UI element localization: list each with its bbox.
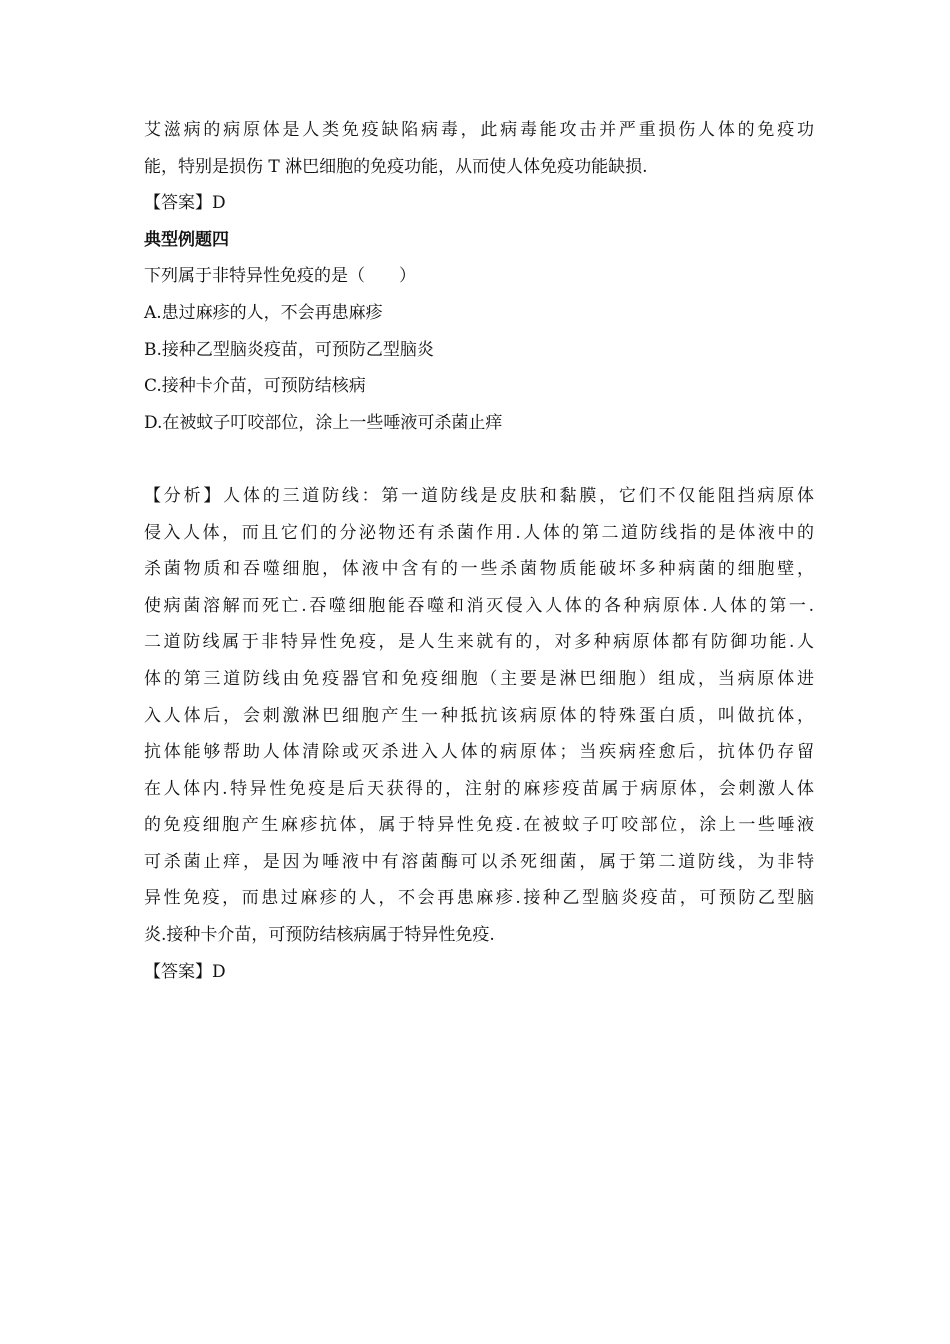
analysis-line: 异性免疫，而患过麻疹的人，不会再患麻疹.接种乙型脑炎疫苗，可预防乙型脑 [144,888,814,909]
analysis-line: 可杀菌止痒，是因为唾液中有溶菌酶可以杀死细菌，属于第二道防线，为非特 [144,851,814,872]
answer: 【答案】D [144,961,226,982]
document-page [144,112,814,990]
option-d: D.在被蚊子叮咬部位，涂上一些唾液可杀菌止痒 [144,412,503,433]
analysis-line: 炎.接种卡介苗，可预防结核病属于特异性免疫. [144,925,495,946]
option-c: C.接种卡介苗，可预防结核病 [144,376,366,397]
analysis-line: 二道防线属于非特异性免疫，是人生来就有的，对多种病原体都有防御功能.人 [144,632,814,653]
analysis-line: 杀菌物质和吞噬细胞，体液中含有的一些杀菌物质能破坏多种病菌的细胞壁， [144,559,814,580]
option-a: A.患过麻疹的人，不会再患麻疹 [144,302,383,323]
question-text: 下列属于非特异性免疫的是（ ） [144,266,416,287]
analysis-line: 的免疫细胞产生麻疹抗体，属于特异性免疫.在被蚊子叮咬部位，涂上一些唾液 [144,815,814,836]
prev-answer: 【答案】D [144,193,226,214]
prev-explanation-line: 能，特别是损伤 T 淋巴细胞的免疫功能，从而使人体免疫功能缺损. [144,156,648,177]
analysis-line: 入人体后，会刺激淋巴细胞产生一种抵抗该病原体的特殊蛋白质，叫做抗体， [144,705,814,726]
analysis-line: 侵入人体，而且它们的分泌物还有杀菌作用.人体的第二道防线指的是体液中的 [144,522,814,543]
analysis-line: 【分析】人体的三道防线：第一道防线是皮肤和黏膜，它们不仅能阻挡病原体 [144,485,814,506]
analysis-line: 体的第三道防线由免疫器官和免疫细胞（主要是淋巴细胞）组成，当病原体进 [144,668,814,689]
option-b: B.接种乙型脑炎疫苗，可预防乙型脑炎 [144,339,434,360]
analysis-line: 在人体内.特异性免疫是后天获得的，注射的麻疹疫苗属于病原体，会刺激人体 [144,778,814,799]
analysis-line: 使病菌溶解而死亡.吞噬细胞能吞噬和消灭侵入人体的各种病原体.人体的第一. [144,595,814,616]
prev-explanation-line: 艾滋病的病原体是人类免疫缺陷病毒，此病毒能攻击并严重损伤人体的免疫功 [144,120,814,140]
analysis-line: 抗体能够帮助人体清除或灭杀进入人体的病原体；当疾病痊愈后，抗体仍存留 [144,742,814,763]
blank-spacer [144,441,814,478]
analysis-block [144,478,814,954]
example-heading: 典型例题四 [144,229,229,250]
